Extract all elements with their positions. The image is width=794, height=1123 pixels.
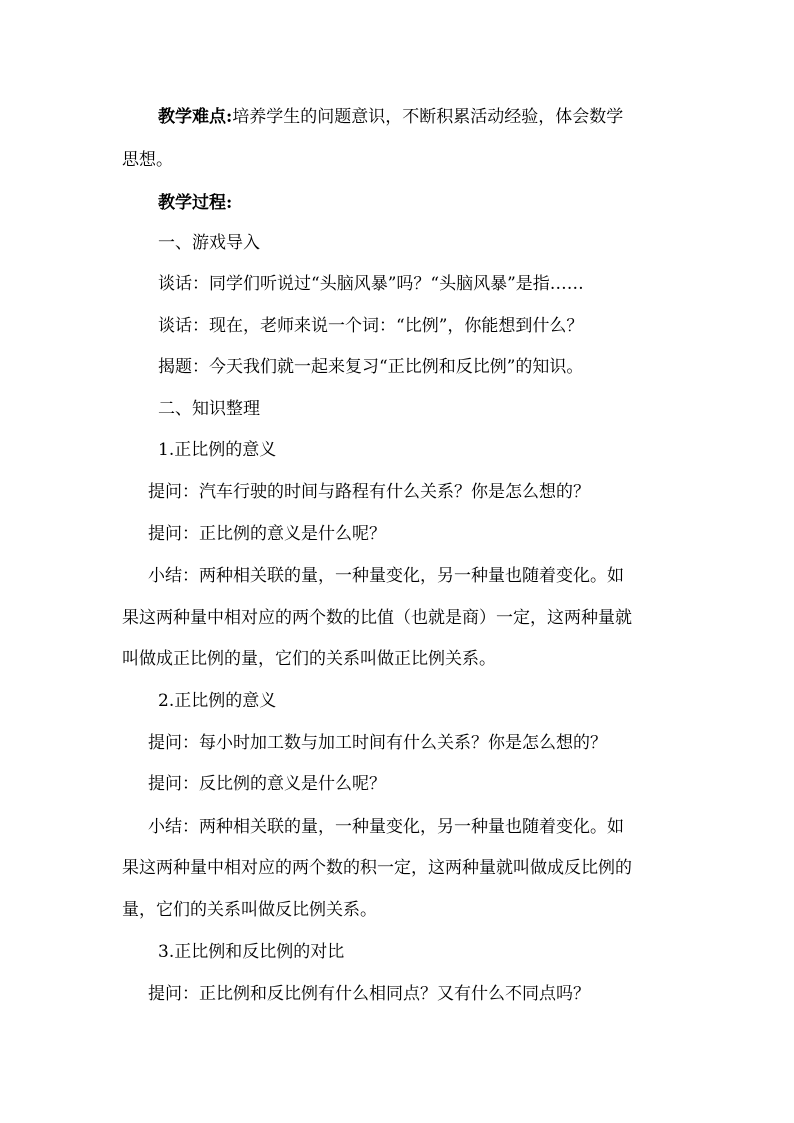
process-heading: 教学过程: <box>158 193 233 213</box>
section2-heading: 二、知识整理 <box>158 399 260 419</box>
talk-line-1: 谈话：同学们听说过“头脑风暴”吗？“头脑风暴”是指…… <box>158 274 584 294</box>
sub2-question-2: 提问：反比例的意义是什么呢？ <box>148 774 386 794</box>
difficulty-label: 教学难点: <box>158 107 233 127</box>
sub1-summary-line3: 叫做成正比例的量，它们的关系叫做正比例关系。 <box>122 649 496 669</box>
difficulty-paragraph-line1 <box>158 107 718 127</box>
difficulty-paragraph-line2: 思想。 <box>122 150 173 170</box>
section1-heading: 一、游戏导入 <box>158 233 260 253</box>
sub3-question-1: 提问：正比例和反比例有什么相同点？又有什么不同点吗？ <box>148 984 590 1004</box>
difficulty-text: 培养学生的问题意识，不断积累活动经验，体会数学 <box>232 107 624 127</box>
sub1-summary-line2: 果这两种量中相对应的两个数的比值（也就是商）一定，这两种量就 <box>122 608 632 628</box>
sub1-summary-line1: 小结：两种相关联的量，一种量变化，另一种量也随着变化。如 <box>148 566 624 586</box>
sub2-summary-line3: 量，它们的关系叫做反比例关系。 <box>122 900 377 920</box>
sub1-question-2: 提问：正比例的意义是什么呢？ <box>148 524 386 544</box>
reveal-line: 揭题：今天我们就一起来复习“正比例和反比例”的知识。 <box>158 357 584 377</box>
sub2-question-1: 提问：每小时加工数与加工时间有什么关系？你是怎么想的？ <box>148 733 607 753</box>
sub1-heading: 1.正比例的意义 <box>158 440 277 460</box>
talk-line-2: 谈话：现在，老师来说一个词：“比例”，你能想到什么？ <box>158 316 584 336</box>
sub3-heading: 3.正比例和反比例的对比 <box>158 942 345 962</box>
sub2-summary-line1: 小结：两种相关联的量，一种量变化，另一种量也随着变化。如 <box>148 817 624 837</box>
sub2-summary-line2: 果这两种量中相对应的两个数的积一定，这两种量就叫做成反比例的 <box>122 858 632 878</box>
sub1-question-1: 提问：汽车行驶的时间与路程有什么关系？你是怎么想的？ <box>148 482 590 502</box>
sub2-heading: 2.正比例的意义 <box>158 691 277 711</box>
